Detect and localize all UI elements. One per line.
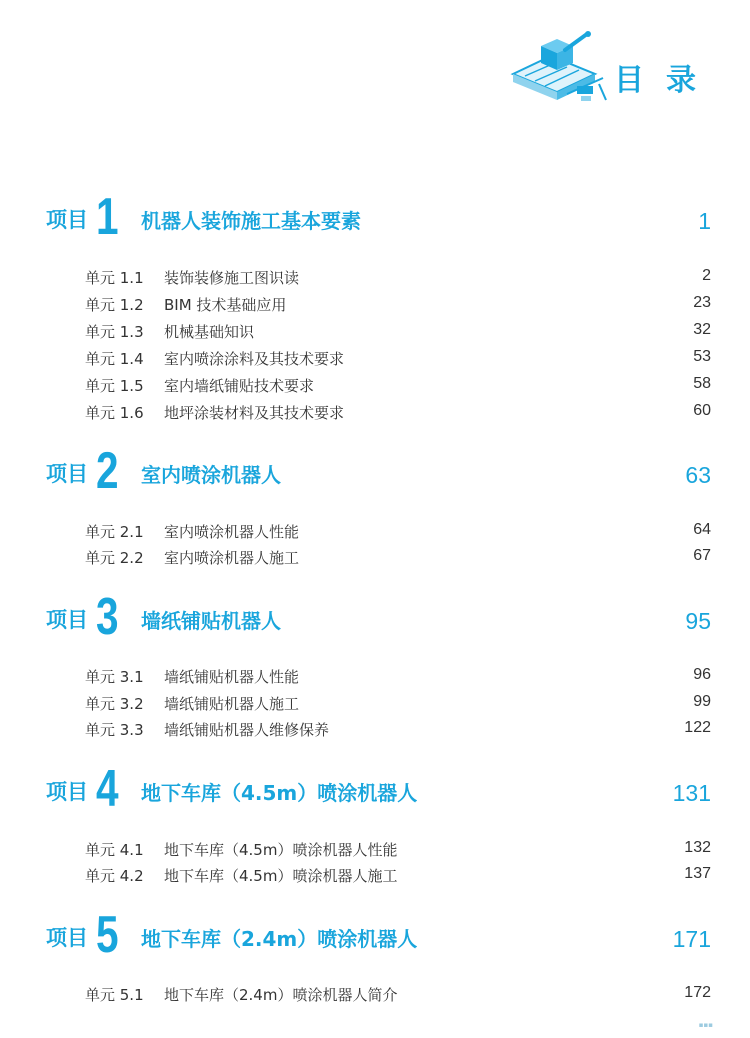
project-heading-1[interactable]	[0, 188, 750, 246]
project-heading-4[interactable]	[0, 760, 750, 818]
unit-entry[interactable]	[0, 693, 750, 715]
unit-label: 单元 1.1	[85, 269, 144, 287]
unit-entry[interactable]	[0, 321, 750, 343]
project-number: 2	[96, 442, 119, 500]
unit-entry[interactable]	[0, 267, 750, 289]
project-number: 3	[96, 588, 119, 646]
unit-title: 装饰装修施工图识读	[164, 269, 300, 287]
project-title: 机器人装饰施工基本要素	[141, 209, 361, 233]
unit-label: 单元 1.6	[85, 404, 144, 422]
unit-title: 地下车库（4.5m）喷涂机器人施工	[164, 867, 398, 885]
unit-label: 单元 3.1	[85, 668, 144, 686]
project-page-number: 1	[698, 208, 711, 234]
footer-mark: ▪▪▪	[698, 1021, 713, 1029]
project-title: 室内喷涂机器人	[141, 463, 281, 487]
unit-title: 地坪涂装材料及其技术要求	[164, 404, 345, 422]
project-page-number: 171	[672, 926, 711, 952]
unit-label: 单元 2.2	[85, 549, 144, 567]
unit-page-number: 23	[693, 294, 711, 311]
unit-page-number: 60	[693, 402, 711, 419]
unit-page-number: 58	[693, 375, 711, 392]
unit-title: 墙纸铺贴机器人维修保养	[164, 721, 330, 739]
unit-title: BIM 技术基础应用	[164, 296, 287, 314]
project-title: 地下车库（4.5m）喷涂机器人	[141, 781, 418, 805]
project-title: 地下车库（2.4m）喷涂机器人	[141, 927, 418, 951]
unit-title: 室内喷涂机器人性能	[164, 523, 300, 541]
robot-illustration-icon	[507, 30, 607, 112]
unit-entry[interactable]	[0, 666, 750, 688]
project-label: 项目	[46, 208, 88, 232]
project-label: 项目	[46, 608, 88, 632]
unit-label: 单元 2.1	[85, 523, 144, 541]
unit-entry[interactable]	[0, 375, 750, 397]
unit-page-number: 64	[693, 521, 711, 538]
unit-title: 墙纸铺贴机器人施工	[164, 695, 300, 713]
unit-title: 墙纸铺贴机器人性能	[164, 668, 300, 686]
unit-label: 单元 1.4	[85, 350, 144, 368]
unit-entry[interactable]	[0, 521, 750, 543]
unit-entry[interactable]	[0, 839, 750, 861]
project-label: 项目	[46, 462, 88, 486]
unit-label: 单元 4.1	[85, 841, 144, 859]
unit-page-number: 99	[693, 693, 711, 710]
unit-title: 室内墙纸铺贴技术要求	[164, 377, 315, 395]
unit-page-number: 53	[693, 348, 711, 365]
unit-title: 室内喷涂涂料及其技术要求	[164, 350, 345, 368]
page-title: 目录	[614, 63, 718, 98]
project-number: 1	[96, 188, 119, 246]
unit-entry[interactable]	[0, 348, 750, 370]
unit-page-number: 32	[693, 321, 711, 338]
project-heading-2[interactable]	[0, 442, 750, 500]
unit-label: 单元 1.5	[85, 377, 144, 395]
unit-title: 室内喷涂机器人施工	[164, 549, 300, 567]
project-heading-3[interactable]	[0, 588, 750, 646]
project-label: 项目	[46, 780, 88, 804]
unit-label: 单元 4.2	[85, 867, 144, 885]
unit-entry[interactable]	[0, 547, 750, 569]
unit-title: 机械基础知识	[164, 323, 255, 341]
project-page-number: 63	[685, 462, 711, 488]
project-label: 项目	[46, 926, 88, 950]
project-page-number: 95	[685, 608, 711, 634]
project-heading-5[interactable]	[0, 906, 750, 964]
unit-entry[interactable]	[0, 984, 750, 1006]
unit-label: 单元 1.3	[85, 323, 144, 341]
unit-entry[interactable]	[0, 865, 750, 887]
unit-label: 单元 3.3	[85, 721, 144, 739]
project-title: 墙纸铺贴机器人	[141, 609, 281, 633]
unit-label: 单元 5.1	[85, 986, 144, 1004]
unit-entry[interactable]	[0, 294, 750, 316]
unit-page-number: 132	[684, 839, 711, 856]
unit-page-number: 137	[684, 865, 711, 882]
unit-page-number: 67	[693, 547, 711, 564]
project-page-number: 131	[672, 780, 711, 806]
unit-label: 单元 3.2	[85, 695, 144, 713]
unit-title: 地下车库（4.5m）喷涂机器人性能	[164, 841, 398, 859]
unit-entry[interactable]	[0, 402, 750, 424]
unit-page-number: 172	[684, 984, 711, 1001]
project-number: 4	[96, 760, 119, 818]
unit-page-number: 122	[684, 719, 711, 736]
project-number: 5	[96, 906, 119, 964]
unit-title: 地下车库（2.4m）喷涂机器人简介	[164, 986, 398, 1004]
unit-page-number: 2	[702, 267, 711, 284]
unit-page-number: 96	[693, 666, 711, 683]
unit-label: 单元 1.2	[85, 296, 144, 314]
unit-entry[interactable]	[0, 719, 750, 741]
